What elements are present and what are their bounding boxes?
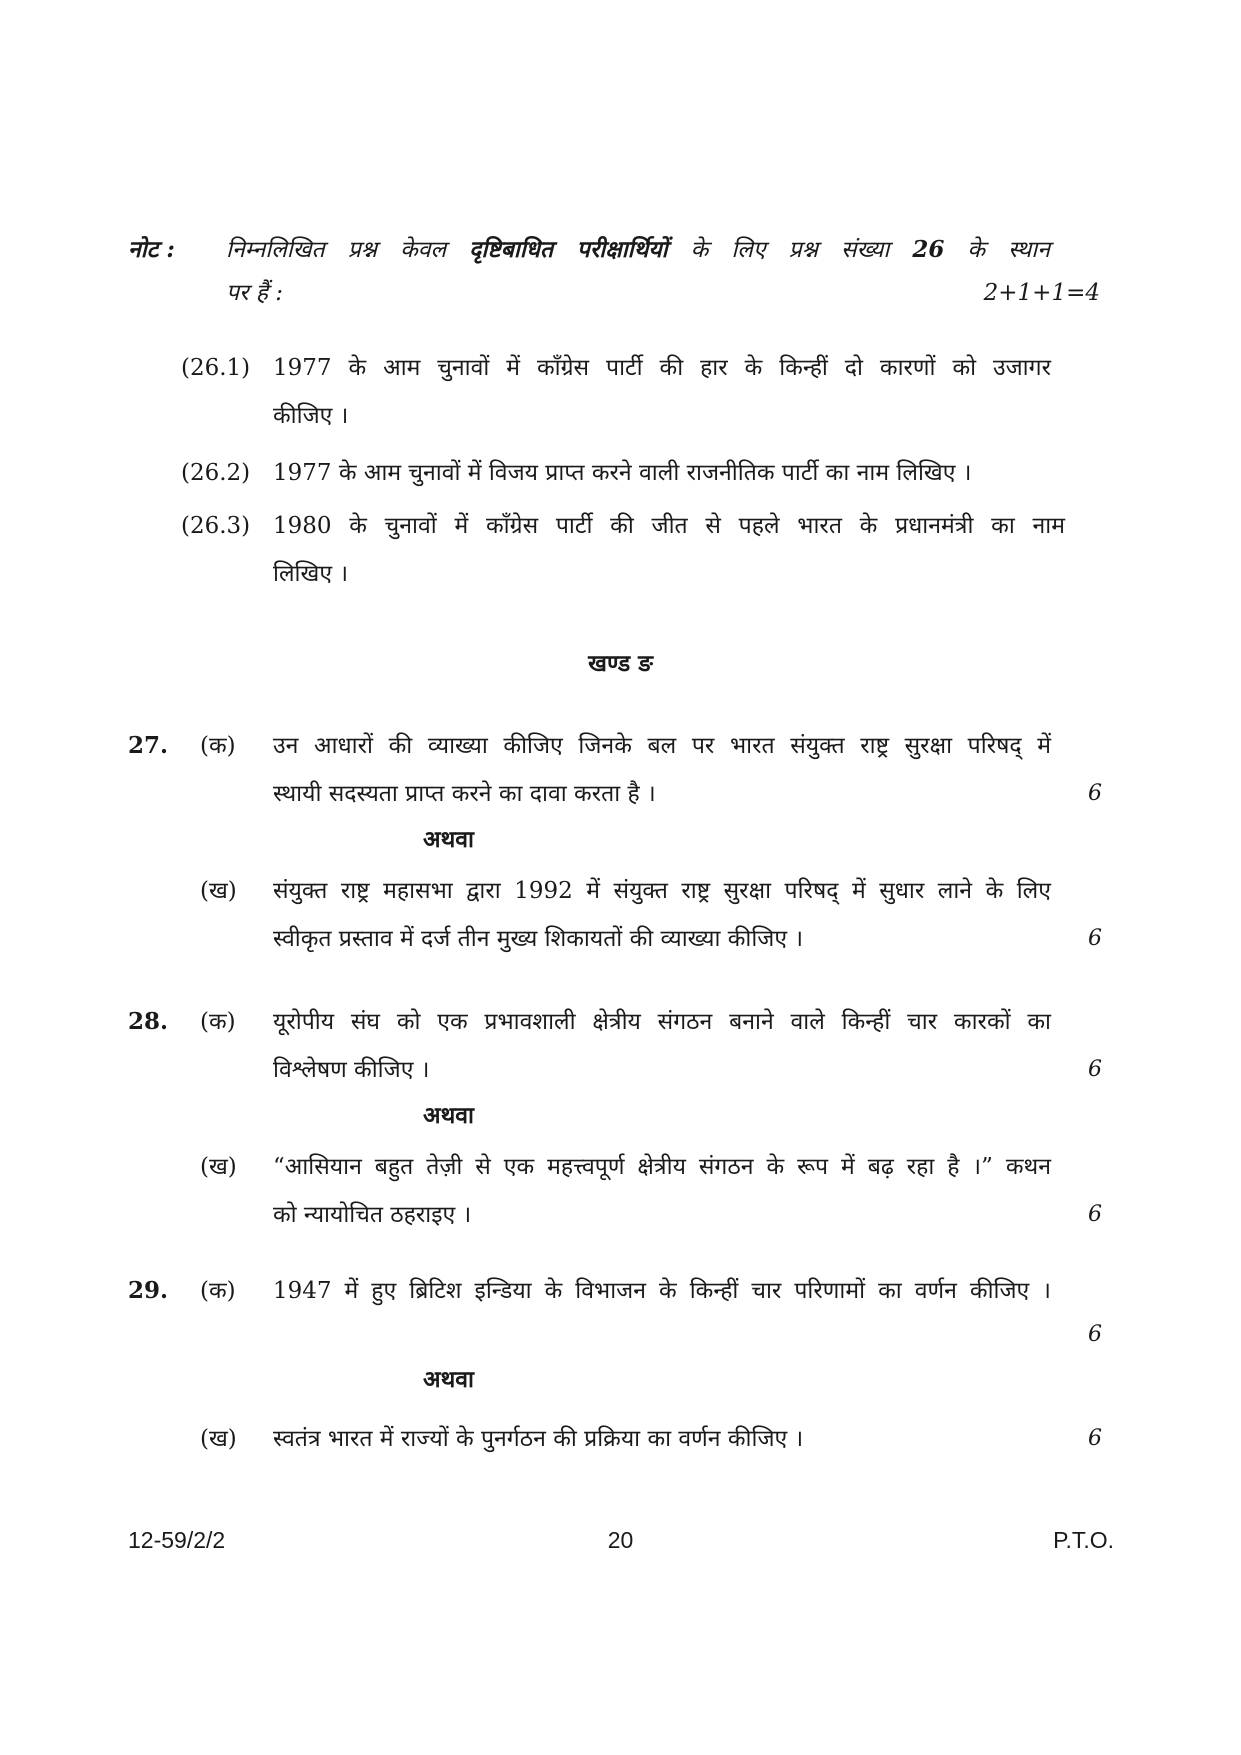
option-label: (ख) — [200, 1426, 237, 1452]
question-line: 1947 में हुए ब्रिटिश इन्डिया के विभाजन के किन्हीं चार परिणामों का वर्णन कीजिए । — [273, 1278, 1051, 1304]
note-bold: दृष्टिबाधित परीक्षार्थियों — [469, 236, 668, 263]
or-separator: अथवा — [423, 826, 475, 853]
sub-question-line: 1977 के आम चुनावों में काँग्रेस पार्टी की हार के किन्हीं दो कारणों को उजागर — [273, 355, 1051, 381]
note-prefix: निम्नलिखित प्रश्न केवल — [226, 237, 470, 263]
sub-question-number: (26.1) — [181, 355, 251, 381]
option-label: (ख) — [200, 1154, 237, 1180]
option-label: (क) — [200, 1009, 236, 1035]
question-line: स्वीकृत प्रस्ताव में दर्ज तीन मुख्य शिकायतों की व्याख्या कीजिए । — [273, 926, 804, 952]
question-line: स्थायी सदस्यता प्राप्त करने का दावा करता है । — [273, 781, 656, 807]
question-line: को न्यायोचित ठहराइए । — [273, 1202, 472, 1228]
question-line: संयुक्त राष्ट्र महासभा द्वारा 1992 में संयुक्त राष्ट्र सुरक्षा परिषद् में सुधार लाने के लिए — [273, 878, 1051, 904]
question-line: उन आधारों की व्याख्या कीजिए जिनके बल पर भारत संयुक्त राष्ट्र सुरक्षा परिषद् में — [273, 733, 1051, 759]
option-label: (ख) — [200, 878, 237, 904]
option-label: (क) — [200, 1278, 236, 1304]
sub-question-line: 1980 के चुनावों में काँग्रेस पार्टी की जीत से पहले भारत के प्रधानमंत्री का नाम — [273, 513, 1065, 539]
sub-question-number: (26.2) — [181, 460, 251, 486]
question-line: स्वतंत्र भारत में राज्यों के पुनर्गठन की प्रक्रिया का वर्णन कीजिए । — [273, 1426, 804, 1452]
note-line-2: पर हैं : — [226, 280, 284, 306]
question-number: 28. — [128, 1008, 169, 1035]
marks: 6 — [1088, 1426, 1102, 1451]
footer-page-number: 20 — [607, 1527, 634, 1553]
or-separator: अथवा — [423, 1102, 475, 1129]
or-separator: अथवा — [423, 1366, 475, 1393]
question-line: यूरोपीय संघ को एक प्रभावशाली क्षेत्रीय संगठन बनाने वाले किन्हीं चार कारकों का — [273, 1009, 1051, 1035]
sub-question-line: 1977 के आम चुनावों में विजय प्राप्त करने वाली राजनीतिक पार्टी का नाम लिखिए । — [273, 460, 972, 486]
option-label: (क) — [200, 733, 236, 759]
footer-paper-code: 12-59/2/2 — [128, 1527, 226, 1553]
note-line-1 — [226, 227, 1050, 273]
question-line: “आसियान बहुत तेज़ी से एक महत्त्वपूर्ण क्षेत्रीय संगठन के रूप में बढ़ रहा है ।” कथन — [273, 1154, 1051, 1180]
sub-question-line: कीजिए । — [273, 403, 349, 429]
question-line: विश्लेषण कीजिए । — [273, 1057, 430, 1083]
note-question-number: 26 — [912, 236, 945, 263]
question-number: 29. — [128, 1277, 169, 1304]
marks: 6 — [1088, 926, 1102, 951]
question-number: 27. — [128, 732, 169, 759]
sub-question-line: लिखिए । — [273, 561, 349, 587]
note-suffix: के स्थान — [944, 237, 1051, 263]
marks: 6 — [1088, 1057, 1102, 1082]
sub-question-number: (26.3) — [181, 513, 251, 539]
note-label: नोट : — [128, 236, 175, 263]
footer-pto: P.T.O. — [1053, 1527, 1114, 1553]
note-marks: 2+1+1=4 — [983, 280, 1100, 306]
marks: 6 — [1088, 1202, 1102, 1227]
marks: 6 — [1088, 1322, 1102, 1347]
marks: 6 — [1088, 781, 1102, 806]
note-mid: के लिए प्रश्न संख्या — [667, 237, 913, 263]
section-heading: खण्ड ङ — [588, 650, 653, 677]
